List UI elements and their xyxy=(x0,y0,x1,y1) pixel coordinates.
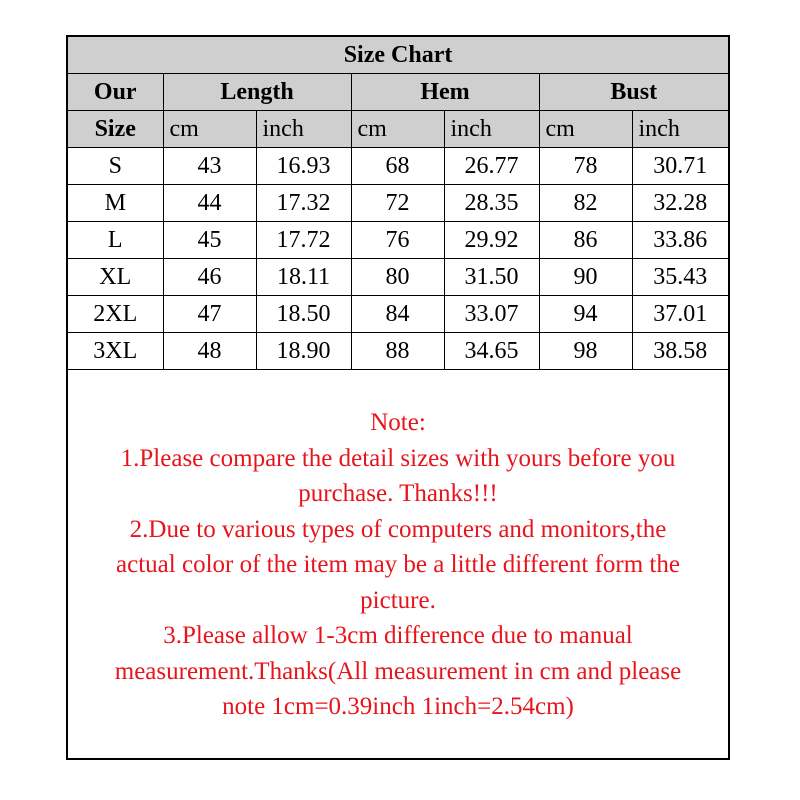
measurement-cell: 31.50 xyxy=(444,259,539,296)
measurement-cell: 46 xyxy=(163,259,256,296)
size-chart-frame xyxy=(66,35,730,760)
measurement-cell: 48 xyxy=(163,333,256,370)
measurement-cell: 78 xyxy=(539,148,632,185)
measurement-cell: 90 xyxy=(539,259,632,296)
unit-header-cm: cm xyxy=(351,111,444,148)
measurement-cell: 37.01 xyxy=(632,296,728,333)
unit-header-inch: inch xyxy=(256,111,351,148)
note-line: 2.Due to various types of computers and monitors,the xyxy=(129,515,667,543)
note-line: Note: xyxy=(370,409,426,436)
measurement-cell: 43 xyxy=(163,148,256,185)
note-line: actual color of the item may be a little different form the xyxy=(116,551,680,578)
note-block xyxy=(68,405,728,725)
measurement-cell: 98 xyxy=(539,333,632,370)
note-line: purchase. Thanks!!! xyxy=(298,480,498,507)
size-label-cell: L xyxy=(68,222,163,259)
size-chart-table xyxy=(68,37,728,370)
measurement-cell: 84 xyxy=(351,296,444,333)
table-row xyxy=(68,148,728,185)
size-header-size: Size xyxy=(68,111,163,148)
note-line: note 1cm=0.39inch 1inch=2.54cm) xyxy=(222,693,574,720)
size-header-our: Our xyxy=(68,74,163,111)
size-label-cell: M xyxy=(68,185,163,222)
unit-header-cm: cm xyxy=(163,111,256,148)
measurement-cell: 33.86 xyxy=(632,222,728,259)
measurement-cell: 17.32 xyxy=(256,185,351,222)
measurement-cell: 44 xyxy=(163,185,256,222)
measurement-cell: 18.50 xyxy=(256,296,351,333)
measurement-cell: 35.43 xyxy=(632,259,728,296)
note-line: measurement.Thanks(All measurement in cm and please xyxy=(114,657,682,685)
measurement-cell: 80 xyxy=(351,259,444,296)
size-label-cell: 2XL xyxy=(68,296,163,333)
measurement-cell: 47 xyxy=(163,296,256,333)
group-header-hem: Hem xyxy=(351,74,539,111)
measurement-cell: 34.65 xyxy=(444,333,539,370)
measurement-cell: 16.93 xyxy=(256,148,351,185)
note-line: 1.Please compare the detail sizes with yours before you xyxy=(120,444,676,472)
note-line: 3.Please allow 1-3cm difference due to manual xyxy=(163,622,633,649)
measurement-cell: 86 xyxy=(539,222,632,259)
table-row xyxy=(68,185,728,222)
table-row xyxy=(68,333,728,370)
size-label-cell: XL xyxy=(68,259,163,296)
unit-header-inch: inch xyxy=(632,111,728,148)
unit-header-cm: cm xyxy=(539,111,632,148)
group-header-bust: Bust xyxy=(539,74,728,111)
measurement-cell: 29.92 xyxy=(444,222,539,259)
measurement-cell: 76 xyxy=(351,222,444,259)
measurement-cell: 72 xyxy=(351,185,444,222)
table-row xyxy=(68,259,728,296)
measurement-cell: 18.90 xyxy=(256,333,351,370)
table-row xyxy=(68,296,728,333)
size-label-cell: 3XL xyxy=(68,333,163,370)
measurement-cell: 17.72 xyxy=(256,222,351,259)
measurement-cell: 33.07 xyxy=(444,296,539,333)
measurement-cell: 18.11 xyxy=(256,259,351,296)
chart-title: Size Chart xyxy=(68,37,728,74)
measurement-cell: 88 xyxy=(351,333,444,370)
group-header-length: Length xyxy=(163,74,351,111)
measurement-cell: 45 xyxy=(163,222,256,259)
measurement-cell: 26.77 xyxy=(444,148,539,185)
measurement-cell: 94 xyxy=(539,296,632,333)
table-row xyxy=(68,222,728,259)
measurement-cell: 28.35 xyxy=(444,185,539,222)
measurement-cell: 32.28 xyxy=(632,185,728,222)
measurement-cell: 30.71 xyxy=(632,148,728,185)
note-line: picture. xyxy=(360,586,436,614)
size-label-cell: S xyxy=(68,148,163,185)
measurement-cell: 82 xyxy=(539,185,632,222)
unit-header-inch: inch xyxy=(444,111,539,148)
measurement-cell: 38.58 xyxy=(632,333,728,370)
measurement-cell: 68 xyxy=(351,148,444,185)
